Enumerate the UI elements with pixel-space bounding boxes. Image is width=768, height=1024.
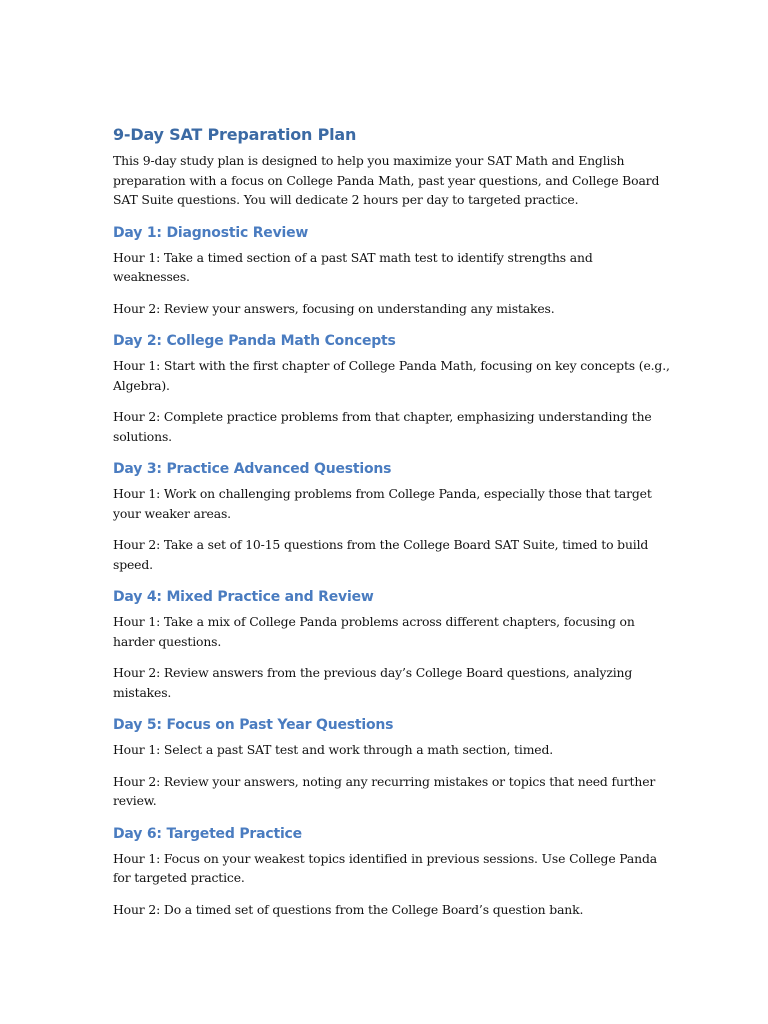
hour-2-paragraph: Hour 2: Do a timed set of questions from the College Board’s question bank. xyxy=(113,901,584,917)
day-section xyxy=(113,715,673,811)
hour-1-paragraph: Hour 1: Start with the first chapter of College Panda Math, focusing on key concepts (e.g., Algebra). xyxy=(113,358,670,393)
hour-1-paragraph: Hour 1: Take a timed section of a past SAT math test to identify strengths and weaknesses. xyxy=(113,249,593,284)
hour-2-paragraph: Hour 2: Complete practice problems from that chapter, emphasizing understanding the solutions. xyxy=(113,409,652,444)
hour-1-paragraph: Hour 1: Select a past SAT test and work through a math section, timed. xyxy=(113,742,554,757)
day-section xyxy=(113,587,673,702)
hour-1-paragraph: Hour 1: Take a mix of College Panda problems across different chapters, focusing on harder questions. xyxy=(113,614,635,649)
day-section xyxy=(113,459,673,574)
day-heading: Day 4: Mixed Practice and Review xyxy=(113,589,374,605)
day-heading: Day 1: Diagnostic Review xyxy=(113,224,309,241)
day-heading: Day 5: Focus on Past Year Questions xyxy=(113,717,394,733)
document-title: 9-Day SAT Preparation Plan xyxy=(113,125,357,144)
hour-2-paragraph: Hour 2: Review your answers, focusing on understanding any mistakes. xyxy=(113,300,555,316)
day-section xyxy=(113,331,673,446)
day-heading: Day 2: College Panda Math Concepts xyxy=(113,333,396,349)
intro-paragraph: This 9-day study plan is designed to help you maximize your SAT Math and English preparation with a focus on College Panda Math, past year questions, and College Board SAT Suite questions. You will dedicate 2 hours per day to targeted practice. xyxy=(113,153,660,207)
hour-2-paragraph: Hour 2: Review answers from the previous day’s College Board questions, analyzing mistakes. xyxy=(113,665,633,700)
hour-1-paragraph: Hour 1: Focus on your weakest topics identified in previous sessions. Use College Panda for targeted practice. xyxy=(113,850,658,885)
hour-1-paragraph: Hour 1: Work on challenging problems from College Panda, especially those that target your weaker areas. xyxy=(113,486,652,521)
hour-2-paragraph: Hour 2: Review your answers, noting any recurring mistakes or topics that need further review. xyxy=(113,773,656,808)
day-section xyxy=(113,223,673,319)
hour-2-paragraph: Hour 2: Take a set of 10-15 questions from the College Board SAT Suite, timed to build speed. xyxy=(113,537,649,572)
document-page xyxy=(113,123,673,932)
day-heading: Day 6: Targeted Practice xyxy=(113,825,302,842)
day-section xyxy=(113,824,673,920)
day-heading: Day 3: Practice Advanced Questions xyxy=(113,461,392,477)
